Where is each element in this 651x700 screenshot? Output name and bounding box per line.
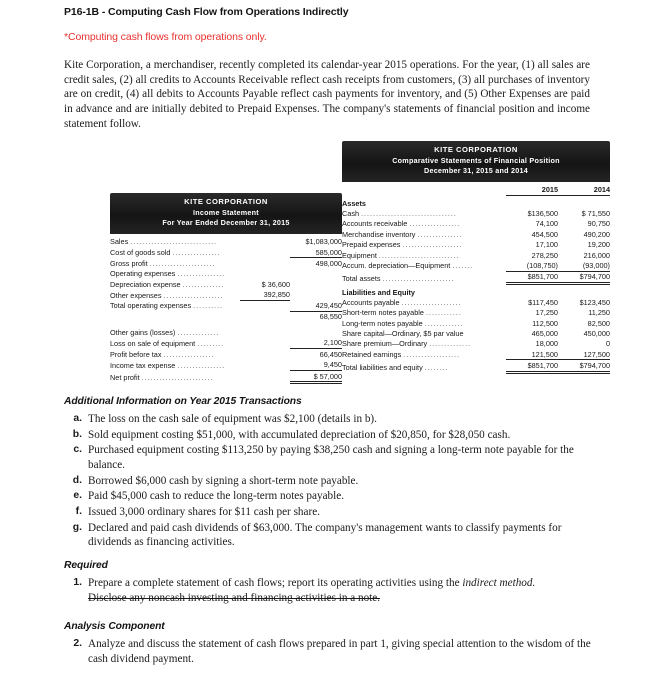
row-value-col2: 490,200 [583,229,610,239]
row-value-col1: (108,750) [506,260,558,271]
list-item-text: The loss on the cash sale of equipment was $2,100 (details in b). [88,413,377,425]
row-value-col1: 18,000 [535,339,558,349]
row-label: Accounts payable .................... [342,297,462,307]
income-statement-period: For Year Ended December 31, 2015 [162,218,290,227]
row-value-col2: (93,000) [558,260,610,271]
row-label: Other gains (losses) .............. [110,328,220,337]
analysis-heading: Analysis Component [64,621,165,632]
table-row [342,240,610,250]
problem-intro-paragraph: Kite Corporation, a merchandiser, recently completed its calendar-year 2015 operations. For the year, (1) all sales are credit sales, (2) all credits to Accounts Receivable reflect cash receipts from customers, (3) all purchases of inventory are on credit, (4) all debits to Accounts Payable reflect cash payments for inventory, and (5) Other Expenses are paid in advance and are initially debited to Prepaid Expenses. The company's statements of financial position and income statement follow. [64,59,590,130]
table-row [110,370,342,382]
row-label: Sales ............................. [110,237,218,247]
table-row [342,360,610,372]
row-label: Loss on sale of equipment ......... [110,338,225,348]
list-item-marker: f. [75,506,82,518]
row-value-col2: 19,200 [587,240,610,250]
row-value-col1 [240,338,290,349]
row-value-col2: 585,000 [290,247,342,258]
row-label: Accum. depreciation—Equipment ....... [342,261,474,271]
row-label: Total assets ........................ [342,273,455,283]
table-row [342,250,610,260]
row-value-col2: 9,450 [290,359,342,370]
row-value-col2: 66,450 [319,349,342,359]
row-value-col1: 17,100 [535,240,558,250]
row-label [110,311,240,322]
required-list [64,576,594,606]
balance-sheet-company: KITE CORPORATION [434,145,518,154]
list-item-marker: c. [73,444,82,456]
row-label: Long-term notes payable ............. [342,318,464,328]
row-label: Merchandise inventory ............... [342,229,463,239]
table-row [342,208,610,218]
row-label: Cash ................................ [342,209,457,219]
row-value-col1 [240,322,290,338]
list-item [64,443,594,472]
list-item-text: Borrowed $6,000 cash by signing a short-term note payable. [88,474,359,487]
row-value-col1 [240,258,290,269]
row-value-col2: 429,450 [290,300,342,311]
balance-sheet [342,141,610,374]
additional-info-list [64,412,594,551]
row-label: Prepaid expenses .................... [342,240,463,250]
table-row [342,318,610,328]
row-value-col2 [290,279,342,289]
table-row [110,258,342,269]
list-item [64,521,594,550]
section-title: Assets [342,198,366,208]
table-row [110,311,342,322]
row-value-col2: 90,750 [587,219,610,229]
list-item-text: Paid $45,000 cash to reduce the long-term notes payable. [88,490,344,503]
table-row [110,279,342,289]
row-value-col1: $851,700 [506,271,558,283]
list-item-text: Declared and paid cash dividends of $63,000. The company's management wants to classify payments for dividends as financing activities. [88,521,562,549]
row-label: Total operating expenses .......... [110,301,224,311]
row-value-col2: $123,450 [579,297,610,307]
balance-sheet-title: Comparative Statements of Financial Position [392,155,560,165]
table-row [342,308,610,318]
table-row [110,237,342,247]
row-value-col1 [240,311,290,322]
row-value-col1: 454,500 [531,229,558,239]
column-header-2014: 2014 [558,185,610,196]
row-value-col2: $1,083,000 [305,237,342,247]
table-row [110,322,342,338]
list-item-text: Purchased equipment costing $113,250 by paying $38,250 cash and signing a long-term note payable for the balance. [88,444,574,471]
list-item-text: Issued 3,000 ordinary shares for $11 cash per share. [88,506,320,519]
row-value-col1: 278,250 [531,250,558,260]
section-title: Liabilities and Equity [342,287,415,297]
row-value-col2: 127,500 [558,349,610,360]
income-statement-title: Income Statement [193,207,259,217]
row-value-col1: 74,100 [535,219,558,229]
table-row [342,328,610,338]
row-label: Cost of goods sold ................ [110,248,221,258]
row-value-col2: 450,000 [583,329,610,338]
row-label: Net profit ........................ [110,373,214,382]
list-item [64,412,594,427]
row-label: Profit before tax ................. [110,349,215,359]
required-marker: 1. [73,577,82,588]
list-item-marker: e. [73,490,82,502]
row-value-col1: 465,000 [531,329,558,338]
list-item [64,505,594,520]
analysis-marker: 2. [73,638,82,649]
row-value-col1 [240,359,290,370]
table-row [110,338,342,349]
row-value-col2 [290,322,342,338]
row-value-col1 [240,247,290,258]
row-label: Income tax expense ................ [110,360,226,370]
row-value-col2: $794,700 [558,360,610,372]
table-row [342,271,610,283]
row-label: Short-term notes payable ............ [342,308,462,318]
column-header-2015: 2015 [506,185,558,196]
row-value-col2: 11,250 [588,308,610,318]
table-row [342,349,610,360]
row-value-col2: 0 [605,339,610,349]
required-text-struck: Disclose any noncash investing and financing activities in a note. [88,591,381,604]
list-item-text: Sold equipment costing $51,000, with accumulated depreciation of $20,850, for $28,050 cash. [88,428,511,441]
list-item [64,428,594,443]
required-text-main: Prepare a complete statement of cash flows; report its operating activities using the [88,577,463,589]
row-value-col2: $ 57,000 [290,370,342,382]
row-value-col1: $117,450 [528,297,558,307]
row-value-col1: 121,500 [506,349,558,360]
row-value-col1 [240,349,290,360]
row-value-col1 [240,370,290,382]
list-item [64,637,594,666]
row-value-col1 [240,237,290,247]
row-label: Share capital—Ordinary, $5 par value [342,329,466,338]
row-value-col2: 216,000 [583,250,610,260]
table-row [342,260,610,271]
row-value-col1 [240,269,290,279]
table-row [342,297,610,307]
income-statement-header [110,193,342,234]
list-item [64,576,594,605]
income-statement-company: KITE CORPORATION [184,197,268,206]
table-row [110,289,342,300]
table-row [342,219,610,229]
column-header-spacer [342,185,506,196]
balance-sheet-period: December 31, 2015 and 2014 [424,166,528,175]
income-statement-table [110,237,342,385]
row-value-col1: $ 36,600 [261,279,290,289]
table-header-row [342,185,610,196]
section-header-row [342,284,610,298]
row-label: Accounts receivable ................. [342,219,461,229]
row-value-col2: 2,100 [290,338,342,349]
row-value-col1: $851,700 [506,360,558,372]
row-label: Other expenses .................... [110,290,224,300]
list-item-marker: g. [72,521,82,533]
additional-info-heading: Additional Information on Year 2015 Transactions [64,396,302,407]
row-label: Total liabilities and equity ........ [342,362,449,372]
row-value-col2: 82,500 [587,318,610,328]
table-row [110,359,342,370]
required-heading: Required [64,560,108,571]
row-value-col2: $ 71,550 [581,209,610,219]
table-row [110,300,342,311]
row-value-col2: 498,000 [315,258,342,268]
balance-sheet-table [342,185,610,374]
row-label: Operating expenses ................ [110,269,226,279]
row-value-col2: $794,700 [558,271,610,283]
income-statement [110,193,342,384]
row-value-col1: $136,500 [527,209,558,219]
row-label: Equipment ........................... [342,250,460,260]
section-header-row [342,196,610,209]
balance-sheet-header [342,141,610,182]
row-label: Gross profit ...................... [110,258,216,268]
row-value-col2 [290,269,342,279]
table-row [110,269,342,279]
problem-title: P16-1B - Computing Cash Flow from Operations Indirectly [64,6,349,18]
row-value-col1: 112,500 [532,318,558,328]
list-item-marker: a. [73,413,82,424]
row-value-col1: 17,250 [535,308,558,318]
table-row [342,339,610,349]
table-row [342,229,610,239]
row-value-col1 [240,300,290,311]
analysis-text: Analyze and discuss the statement of cash flows prepared in part 1, giving special attention to the wisdom of the cash dividend payment. [88,638,591,665]
table-row [110,349,342,360]
row-value-col1: 392,850 [240,289,290,300]
row-label: Share premium—Ordinary .............. [342,339,472,349]
row-label: Retained earnings ................... [342,350,461,360]
required-text-italic: indirect method. [462,577,536,589]
instructor-note: *Computing cash flows from operations only. [64,31,267,43]
table-row [110,247,342,258]
list-item [64,489,594,504]
analysis-list [64,637,594,667]
row-value-col2 [290,289,342,300]
list-item-marker: b. [72,428,82,440]
row-value-col2: 68,550 [319,312,342,322]
list-item-marker: d. [72,474,82,486]
row-label: Depreciation expense .............. [110,279,225,289]
list-item [64,474,594,489]
